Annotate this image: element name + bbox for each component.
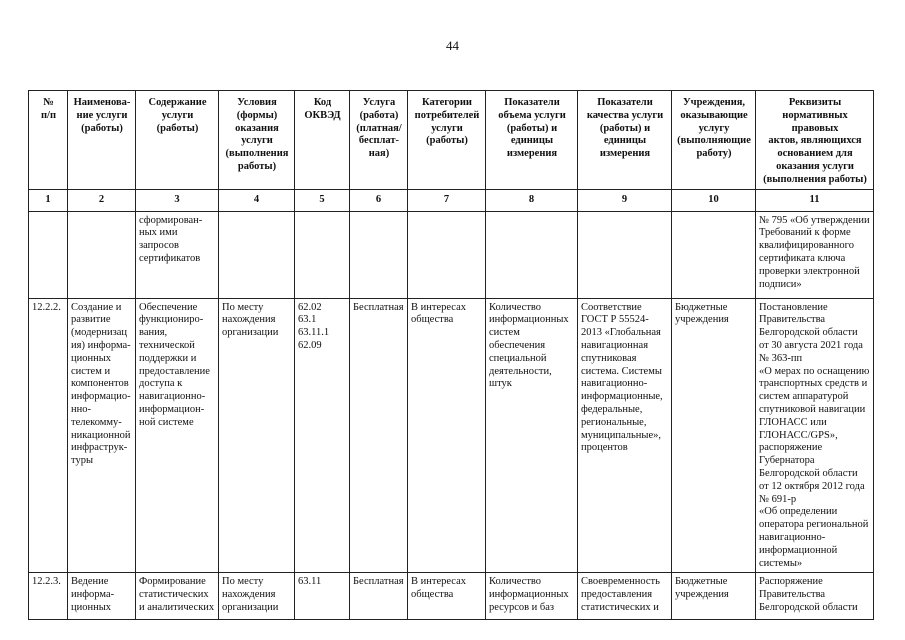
header-cell-institutions: Учреждения, оказывающие услугу (выполняющие работу) [672,91,756,190]
header-cell-quality-indicators: Показатели качества услуги (работы) и единицы измерения [578,91,672,190]
table-header-row [29,91,874,190]
column-number: 2 [68,189,136,211]
header-cell-service-name: Наименова- ние услуги (работы) [68,91,136,190]
table-cell: 12.2.2. [29,298,68,573]
table-cell: Количество информационных ресурсов и баз [486,573,578,620]
column-number: 4 [219,189,295,211]
table-cell: Своевременность предоставления статистических и [578,573,672,620]
column-numbers-row [29,189,874,211]
column-number: 6 [350,189,408,211]
table-cell [672,211,756,298]
header-cell-paid-free: Услуга (работа) (платная/ бесплат- ная) [350,91,408,190]
table-cell [578,211,672,298]
header-cell-number: № п/п [29,91,68,190]
table-cell: 12.2.3. [29,573,68,620]
services-table [28,90,874,620]
header-cell-service-content: Содержание услуги (работы) [136,91,219,190]
column-number: 5 [295,189,350,211]
table-cell: Бюджетные учреждения [672,573,756,620]
table-cell: Количество информационных систем обеспечения специальной деятельности, штук [486,298,578,573]
table-cell: Постановление Правительства Белгородской области от 30 августа 2021 года № 363-пп «О мерах по оснащению транспортных средств и систем аппаратурой спутниковой навигации ГЛОНАСС или ГЛОНАСС/GPS», распоряжение Губернатора Белгородской области от 12 октября 2012 года № 691-р «Об определении оператора региональной навигационно- информационной системы» [756,298,874,573]
table-cell [295,211,350,298]
header-cell-conditions: Условия (формы) оказания услуги (выполнения работы) [219,91,295,190]
table-cell [29,211,68,298]
table-cell [219,211,295,298]
column-number: 3 [136,189,219,211]
table-row-continuation [29,211,874,298]
table-cell [350,211,408,298]
table-cell: В интересах общества [408,298,486,573]
column-number: 11 [756,189,874,211]
table-cell [486,211,578,298]
column-number: 10 [672,189,756,211]
table-row-12-2-3 [29,573,874,620]
table-cell: Бюджетные учреждения [672,298,756,573]
table-cell: 62.02 63.1 63.11.1 62.09 [295,298,350,573]
header-cell-volume-indicators: Показатели объема услуги (работы) и единицы измерения [486,91,578,190]
table-cell [408,211,486,298]
table-cell: В интересах общества [408,573,486,620]
header-cell-okved-code: Код ОКВЭД [295,91,350,190]
column-number: 7 [408,189,486,211]
table-cell: 63.11 [295,573,350,620]
column-number: 1 [29,189,68,211]
table-cell: Создание и развитие (модернизац ия) информа- ционных систем и компонентов информацио- нно- телекомму- никационной инфраструк- туры [68,298,136,573]
table-cell: Ведение информа- ционных [68,573,136,620]
column-number: 9 [578,189,672,211]
table-cell: Соответствие ГОСТ Р 55524- 2013 «Глобальная навигационная спутниковая система. Системы навигационно- информационные, федеральные, региональные, муниципальные», процентов [578,298,672,573]
header-cell-legal-acts: Реквизиты нормативных правовых актов, являющихся основанием для оказания услуги (выполнения работы) [756,91,874,190]
table-cell: Обеспечение функциониро- вания, технической поддержки и предоставление доступа к навигационно- информацион- ной системе [136,298,219,573]
table-cell: № 795 «Об утверждении Требований к форме квалифицированного сертификата ключа проверки электронной подписи» [756,211,874,298]
table-cell: Распоряжение Правительства Белгородской области [756,573,874,620]
table-cell: По месту нахождения организации [219,298,295,573]
column-number: 8 [486,189,578,211]
table-cell: Бесплатная [350,573,408,620]
page-number: 44 [446,38,459,53]
table-row-12-2-2 [29,298,874,573]
header-cell-consumer-categories: Категории потребителей услуги (работы) [408,91,486,190]
table-cell: Бесплатная [350,298,408,573]
table-cell: По месту нахождения организации [219,573,295,620]
table-cell: сформирован- ных ими запросов сертификатов [136,211,219,298]
table-cell: Формирование статистических и аналитических [136,573,219,620]
table-cell [68,211,136,298]
